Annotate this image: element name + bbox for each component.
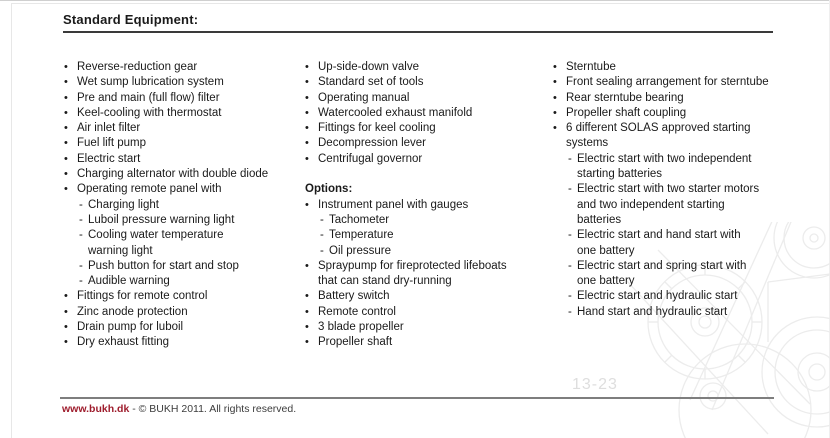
dash-icon: -	[79, 213, 83, 226]
bullet-icon: •	[553, 122, 557, 135]
bullet-icon: •	[305, 106, 309, 119]
list-item-text: Rear sterntube bearing	[566, 91, 684, 104]
list-item-text: Wet sump lubrication system	[77, 76, 224, 89]
standard-equipment-column-2	[305, 60, 547, 351]
dash-icon: -	[568, 229, 572, 242]
list-item	[305, 91, 547, 106]
list-item-text: Propeller shaft	[318, 336, 393, 349]
list-item-continuation	[553, 198, 817, 213]
list-item-text: Sterntube	[566, 61, 616, 73]
dash-icon: -	[79, 229, 83, 242]
list-item-text: Luboil pressure warning light	[88, 213, 235, 226]
list-item	[64, 60, 300, 75]
bullet-icon: •	[553, 61, 557, 73]
list-item	[64, 335, 300, 350]
list-item-text: Oil pressure	[329, 244, 391, 257]
bullet-icon: •	[305, 305, 309, 318]
list-item-text: that can stand dry-running	[318, 275, 452, 288]
bullet-icon: •	[553, 76, 557, 89]
bullet-icon: •	[305, 91, 309, 104]
title-divider	[63, 31, 773, 33]
list-item-text: Zinc anode protection	[77, 305, 188, 318]
bullet-icon: •	[64, 137, 68, 150]
page-corner-line	[11, 3, 12, 438]
list-item-text: Cooling water temperature	[88, 229, 224, 242]
list-item	[64, 320, 300, 335]
list-item	[305, 198, 547, 213]
sub-list-item	[553, 182, 817, 197]
list-item-continuation	[305, 274, 547, 289]
list-item-text: Drain pump for luboil	[77, 321, 184, 334]
list-item-text: Push button for start and stop	[88, 259, 239, 272]
dash-icon: -	[79, 259, 83, 272]
list-item	[305, 305, 547, 320]
bullet-icon: •	[64, 152, 68, 165]
footer-divider	[60, 397, 774, 399]
list-item-text: Electric start with two independent	[577, 152, 752, 165]
list-item-text: Electric start and hand start with	[577, 229, 741, 242]
page-corner-line	[11, 3, 830, 4]
list-item-text: Fittings for remote control	[77, 290, 208, 303]
bullet-icon: •	[305, 290, 309, 303]
list-item-text: Propeller shaft coupling	[566, 106, 687, 119]
bullet-icon: •	[64, 336, 68, 349]
page-title: Standard Equipment:	[63, 12, 199, 27]
list-item-text: Centrifugal governor	[318, 152, 423, 165]
sub-list-item	[64, 213, 300, 228]
bullet-icon: •	[305, 76, 309, 89]
list-item-text: Audible warning	[88, 275, 170, 288]
bullet-icon: •	[305, 137, 309, 150]
list-item-text: 3 blade propeller	[318, 321, 404, 334]
list-spacer	[305, 167, 547, 182]
list-item-text: warning light	[88, 244, 153, 257]
list-item	[305, 289, 547, 304]
list-item-continuation	[553, 167, 817, 182]
list-item	[553, 60, 817, 75]
bullet-icon: •	[64, 76, 68, 89]
list-item	[305, 335, 547, 350]
dash-icon: -	[320, 244, 324, 257]
list-item-text: Electric start and hydraulic start	[577, 290, 738, 303]
bullet-icon: •	[64, 305, 68, 318]
bullet-icon: •	[305, 122, 309, 135]
list-item-text: Decompression lever	[318, 137, 427, 150]
dash-icon: -	[568, 259, 572, 272]
list-item	[553, 75, 817, 90]
list-item-text: Electric start and spring start with	[577, 259, 747, 272]
sub-list-item	[553, 289, 817, 304]
list-item	[305, 60, 547, 75]
sub-list-item	[64, 259, 300, 274]
sub-list-item	[64, 198, 300, 213]
list-item-text: 6 different SOLAS approved starting	[566, 122, 751, 135]
list-item-text: Dry exhaust fitting	[77, 336, 170, 349]
list-item	[64, 91, 300, 106]
dash-icon: -	[568, 290, 572, 303]
footer-copyright: - © BUKH 2011. All rights reserved.	[129, 403, 297, 415]
page-edge-top	[0, 0, 830, 1]
sub-list-item	[553, 228, 817, 243]
list-item	[305, 136, 547, 151]
list-item-text: Instrument panel with gauges	[318, 198, 469, 211]
footer	[62, 403, 296, 415]
standard-equipment-column-1	[64, 60, 300, 351]
list-item-text: one battery	[577, 275, 635, 288]
list-item-continuation	[553, 274, 817, 289]
bullet-icon: •	[64, 321, 68, 334]
list-item-text: Options:	[305, 183, 353, 196]
list-item-text: Electric start	[77, 152, 141, 165]
options-header	[305, 182, 547, 197]
list-item-text: Hand start and hydraulic start	[577, 305, 728, 318]
dash-icon: -	[568, 305, 572, 318]
list-item-text: Charging light	[88, 198, 159, 211]
page-number: 13-23	[572, 376, 618, 393]
dash-icon: -	[320, 213, 324, 226]
list-item-text: one battery	[577, 244, 635, 257]
sub-list-item	[64, 228, 300, 243]
list-item	[553, 121, 817, 136]
list-item	[64, 106, 300, 121]
dash-icon: -	[568, 183, 572, 196]
dash-icon: -	[568, 152, 572, 165]
list-item-text: systems	[566, 137, 609, 150]
list-item	[64, 182, 300, 197]
bullet-icon: •	[64, 168, 68, 181]
bullet-icon: •	[305, 198, 309, 211]
bullet-icon: •	[553, 91, 557, 104]
bullet-icon: •	[64, 183, 68, 196]
list-item	[305, 259, 547, 274]
standard-equipment-column-3	[553, 60, 817, 320]
bullet-icon: •	[64, 290, 68, 303]
list-item-text: batteries	[577, 213, 622, 226]
sub-list-item	[305, 228, 547, 243]
list-item	[305, 121, 547, 136]
sub-list-item	[553, 259, 817, 274]
list-item-text: Air inlet filter	[77, 122, 141, 135]
list-item	[553, 106, 817, 121]
list-item	[64, 75, 300, 90]
bullet-icon: •	[553, 106, 557, 119]
bullet-icon: •	[64, 122, 68, 135]
dash-icon: -	[79, 198, 83, 211]
list-item	[305, 320, 547, 335]
list-item	[64, 289, 300, 304]
list-item	[64, 167, 300, 182]
list-item-text: Pre and main (full flow) filter	[77, 91, 220, 104]
dash-icon: -	[79, 275, 83, 288]
list-item	[64, 121, 300, 136]
list-item-continuation	[553, 136, 817, 151]
bullet-icon: •	[305, 259, 309, 272]
list-item-text: Battery switch	[318, 290, 390, 303]
list-item-text: Electric start with two starter motors	[577, 183, 760, 196]
sub-list-item	[64, 274, 300, 289]
sub-list-item	[553, 305, 817, 320]
list-item-text: Operating manual	[318, 91, 410, 104]
bullet-icon: •	[64, 61, 68, 73]
list-item	[64, 152, 300, 167]
list-item-text: and two independent starting	[577, 198, 725, 211]
list-item-text: Tachometer	[329, 213, 390, 226]
list-item-continuation	[553, 244, 817, 259]
list-item-continuation	[64, 244, 300, 259]
list-item	[305, 152, 547, 167]
bullet-icon: •	[305, 152, 309, 165]
list-item-text: Remote control	[318, 305, 396, 318]
footer-link[interactable]: www.bukh.dk	[62, 403, 130, 415]
list-item-text: starting batteries	[577, 168, 663, 181]
list-item	[305, 75, 547, 90]
sub-list-item	[305, 244, 547, 259]
list-item-text: Operating remote panel with	[77, 183, 222, 196]
list-item-text: Up-side-down valve	[318, 61, 419, 73]
list-item-text: Keel-cooling with thermostat	[77, 106, 222, 119]
list-item-text: Spraypump for fireprotected lifeboats	[318, 259, 507, 272]
list-item-text: Fuel lift pump	[77, 137, 147, 150]
dash-icon: -	[320, 229, 324, 242]
list-item	[305, 106, 547, 121]
bullet-icon: •	[305, 321, 309, 334]
sub-list-item	[305, 213, 547, 228]
list-item	[553, 91, 817, 106]
list-item-text: Temperature	[329, 229, 394, 242]
list-item-text: Fittings for keel cooling	[318, 122, 436, 135]
bullet-icon: •	[305, 61, 309, 73]
list-item-text: Standard set of tools	[318, 76, 424, 89]
list-item-text: Charging alternator with double diode	[77, 168, 269, 181]
list-item-continuation	[553, 213, 817, 228]
list-item	[64, 305, 300, 320]
list-item-text: Watercooled exhaust manifold	[318, 106, 473, 119]
list-item-text: Front sealing arrangement for sterntube	[566, 76, 769, 89]
sub-list-item	[553, 152, 817, 167]
list-item	[64, 136, 300, 151]
bullet-icon: •	[64, 106, 68, 119]
bullet-icon: •	[64, 91, 68, 104]
list-item-text: Reverse-reduction gear	[77, 61, 198, 73]
bullet-icon: •	[305, 336, 309, 349]
